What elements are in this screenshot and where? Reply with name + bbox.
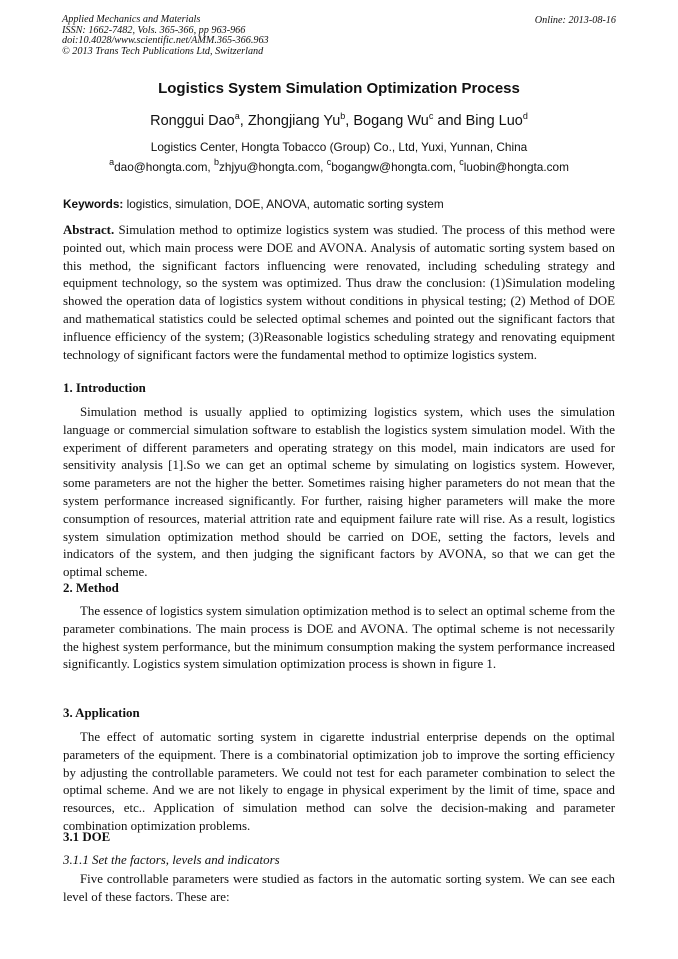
email-sup: b xyxy=(213,157,219,167)
keywords-text: logistics, simulation, DOE, ANOVA, automatic sorting system xyxy=(126,197,444,211)
email-address: bogangw@hongta.com xyxy=(331,160,453,174)
doe-text: Five controllable parameters were studied as factors in the automatic sorting system. We can see each level of these factors. These are: xyxy=(63,872,615,904)
email-sup: c xyxy=(459,157,464,167)
section-heading-introduction: 1. Introduction xyxy=(63,381,146,395)
email-address: luobin@hongta.com xyxy=(463,160,569,174)
author-sup: d xyxy=(522,111,528,121)
author-name: Bing Luo xyxy=(465,113,523,129)
keywords-label: Keywords: xyxy=(63,197,124,211)
author-sup: b xyxy=(340,111,346,121)
introduction-text: Simulation method is usually applied to optimizing logistics system, which uses the simulation language or commercial simulation software to establish the logistics system simulation model. With the experiment of different parameters and operating strategy on this model, main indicators are used for sensitivity analysis [1].So we can get an optimal scheme by simulating on logistics system. However, some parameters are not the higher the better. Sometimes raising higher parameters do not mean that the system performance increased significantly. For further, raising higher parameters will make the more consumption of resources, material attrition rate and equipment failure rate will rise. As a result, logistics system simulation optimization method should be carried on DOE, setting the factors, levels and indicators of the system, and then judging the significant factors by AVONA, so that we can get the optimal scheme. xyxy=(63,405,615,580)
author-sup: a xyxy=(234,111,240,121)
section-heading-doe: 3.1 DOE xyxy=(63,830,111,844)
subsection-heading-factors: 3.1.1 Set the factors, levels and indicators xyxy=(63,853,280,867)
paper-title: Logistics System Simulation Optimization Process xyxy=(158,80,520,97)
keywords xyxy=(63,197,615,211)
doi: doi:10.4028/www.scientific.net/AMM.365-366.963 xyxy=(62,35,269,47)
abstract xyxy=(63,222,615,364)
email-address: dao@hongta.com xyxy=(114,160,208,174)
author-name: Bogang Wu xyxy=(353,113,429,129)
online-date: Online: 2013-08-16 xyxy=(534,15,616,26)
email-list: $^a$dao@hongta.com, $^b$zhjyu@hongta.com, $^c$bogangw@hongta.com, $^c$luobin@hongta.com xyxy=(109,157,569,174)
journal-name: Applied Mechanics and Materials xyxy=(62,14,201,25)
application-text: The effect of automatic sorting system in cigarette industrial enterprise depends on the optimal parameters of the equipment. There is a combinatorial optimization job to improve the sorting efficiency by adjusting the controllable parameters. We could not test for each parameter combination to select the optimal scheme. And we are not likely to engage in physical experiment by the limit of time, space and resources, etc.. Application of simulation method can solve the decision-making and parameter combination optimization problems. xyxy=(63,730,615,833)
journal-header xyxy=(62,15,269,57)
author-name: Zhongjiang Yu xyxy=(247,113,341,129)
copyright: © 2013 Trans Tech Publications Ltd, Switzerland xyxy=(62,45,264,57)
abstract-label: Abstract. xyxy=(63,223,115,237)
author-sup: c xyxy=(428,111,434,121)
affiliation: Logistics Center, Hongta Tobacco (Group) Co., Ltd, Yuxi, Yunnan, China xyxy=(150,140,528,154)
email-address: zhjyu@hongta.com xyxy=(218,160,321,174)
section-heading-application: 3. Application xyxy=(63,706,140,720)
author-list: Ronggui Dao$^a$, Zhongjiang Yu$^b$, Bogang Wu$^c$ and Bing Luo$^d$ xyxy=(150,111,528,129)
author-name: Ronggui Dao xyxy=(150,113,235,129)
abstract-text: Simulation method to optimize logistics system was studied. The process of this method were pointed out, which main process were DOE and AVONA. Analysis of automatic sorting system based on this method, the significant factors influencing were renovated, including scheduling strategy and equipment technology, so the system was optimized. Thus draw the conclusion: (1)Simulation modeling showed the operation data of logistics system without conditions in physical testing; (2) Method of DOE and mathematical statistics could be selected optimal schemes and pointed out the significant factors that influence efficiency of the system; (3)Reasonable logistics scheduling strategy and renovating equipment technology of significant factors were the fundamental method to optimize logistics system. xyxy=(63,223,615,362)
issn: ISSN: 1662-7482, Vols. 365-366, pp 963-966 xyxy=(62,24,246,36)
method-text: The essence of logistics system simulation optimization method is to select an optimal scheme from the parameter combinations. The main process is DOE and AVONA. The optimal scheme is not necessarily the highest system performance, but the minimum consumption making the system performance increased significantly. Logistics system simulation optimization process is shown in figure 1. xyxy=(63,604,615,672)
email-sup: c xyxy=(326,157,332,167)
section-heading-method: 2. Method xyxy=(63,581,119,595)
email-sup: a xyxy=(109,157,115,167)
